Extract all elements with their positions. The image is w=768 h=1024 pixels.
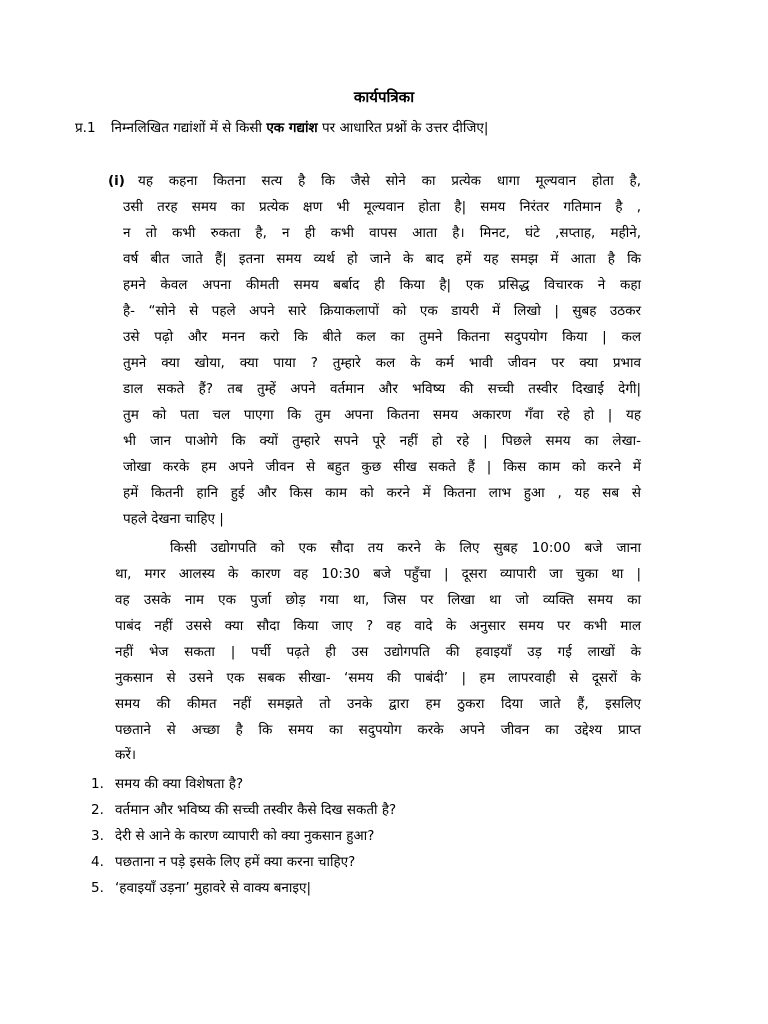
list-item xyxy=(91,771,396,797)
passage-line: नुकसान से उसने एक सबक सीखा- ‘समय की पाबंदी’ | हम लापरवाही से दूसरों के xyxy=(115,670,641,686)
passage-line: न तो कभी रुकता है, न ही कभी वापस आता है। मिनट, घंटे ,सप्ताह, महीने, xyxy=(123,225,641,241)
questions-list xyxy=(91,771,396,901)
question-text-after: पर आधारित प्रश्नों के उत्तर दीजिए| xyxy=(317,120,489,136)
question-item-text: पछताना न पड़े इसके लिए हमें क्या करना चाहिए? xyxy=(115,854,356,870)
question-item-text: वर्तमान और भविष्य की सच्ची तस्वीर कैसे दिख सकती है? xyxy=(115,802,397,818)
passage-line: किसी उद्योगपति को एक सौदा तय करने के लिए सुबह 10:00 बजे जाना xyxy=(170,540,641,556)
question-item-text: समय की क्या विशेषता है? xyxy=(115,776,244,792)
passage-line: है- “सोने से पहले अपने सारे क्रियाकलापों को एक डायरी में लिखो | सुबह उठकर xyxy=(123,303,641,319)
passage-line: भी जान पाओगे कि क्यों तुम्हारे सपने पूरे नहीं हो रहे | पिछले समय का लेखा- xyxy=(123,433,641,449)
passage-line: डाल सकते हैं? तब तुम्हें अपने वर्तमान और भविष्य की सच्ची तस्वीर दिखाई देगी| xyxy=(123,381,641,397)
passage-line: समय की कीमत नहीं समझते तो उनके द्वारा हम ठुकरा दिया जाते हैं, इसलिए xyxy=(115,696,641,712)
passage-line: करें। xyxy=(115,747,137,763)
question-heading xyxy=(75,117,675,139)
page-title: कार्यपत्रिका xyxy=(353,88,415,106)
list-item xyxy=(91,849,396,875)
passage-line: तुम को पता चल पाएगा कि तुम अपना कितना समय अकारण गँवा रहे हो | यह xyxy=(123,407,641,423)
question-text-bold: एक गद्यांश xyxy=(266,120,318,136)
list-item xyxy=(91,823,396,849)
passage-line: पाबंद नहीं उससे क्या सौदा किया जाए ? वह वादे के अनुसार समय पर कभी माल xyxy=(115,618,641,634)
question-number: प्र.1 xyxy=(75,120,96,136)
passage-line: उसी तरह समय का प्रत्येक क्षण भी मूल्यवान होता है| समय निरंतर गतिमान है , xyxy=(123,199,641,215)
passage-line: हमें कितनी हानि हुई और किस काम को करने में कितना लाभ हुआ , यह सब से xyxy=(123,485,641,501)
passage-line: यह कहना कितना सत्य है कि जैसे सोने का प्रत्येक धागा मूल्यवान होता है, xyxy=(138,173,641,189)
question-text-before: निम्नलिखित गद्यांशों में से किसी xyxy=(111,120,267,136)
passage-line: वह उसके नाम एक पुर्जा छोड़ गया था, जिस पर लिखा था जो व्यक्ति समय का xyxy=(115,592,641,608)
passage-line: वर्ष बीत जाते हैं| इतना समय व्यर्थ हो जाने के बाद हमें यह समझ में आता है कि xyxy=(123,251,641,267)
passage-line: नहीं भेज सकता | पर्ची पढ़ते ही उस उद्योगपति की हवाइयाँ उड़ गई लाखों के xyxy=(115,644,641,660)
passage-line: उसे पढ़ो और मनन करो कि बीते कल का तुमने कितना सदुपयोग किया | कल xyxy=(123,329,641,345)
passage-line: तुमने क्या खोया, क्या पाया ? तुम्हारे कल के कर्म भावी जीवन पर क्या प्रभाव xyxy=(123,355,641,371)
question-item-number: 2. xyxy=(91,802,104,818)
question-item-number: 5. xyxy=(91,880,104,896)
passage-marker: (i) xyxy=(108,173,125,189)
question-item-number: 3. xyxy=(91,828,104,844)
question-item-number: 1. xyxy=(91,776,104,792)
passage-line: जोखा करके हम अपने जीवन से बहुत कुछ सीख सकते हैं | किस काम को करने में xyxy=(123,459,641,475)
list-item xyxy=(91,797,396,823)
passage-line: पहले देखना चाहिए | xyxy=(123,511,224,527)
question-item-text: ‘हवाइयाँ उड़ना’ मुहावरे से वाक्य बनाइए| xyxy=(115,880,312,896)
list-item xyxy=(91,875,396,901)
question-item-text: देरी से आने के कारण व्यापारी को क्या नुकसान हुआ? xyxy=(115,828,375,844)
question-item-number: 4. xyxy=(91,854,104,870)
passage-line: था, मगर आलस्य के कारण वह 10:30 बजे पहुँचा | दूसरा व्यापारी जा चुका था | xyxy=(115,566,641,582)
passage-line: पछताने से अच्छा है कि समय का सदुपयोग करके अपने जीवन का उद्देश्य प्राप्त xyxy=(115,722,641,738)
passage-line: हमने केवल अपना कीमती समय बर्बाद ही किया है| एक प्रसिद्ध विचारक ने कहा xyxy=(123,277,641,293)
